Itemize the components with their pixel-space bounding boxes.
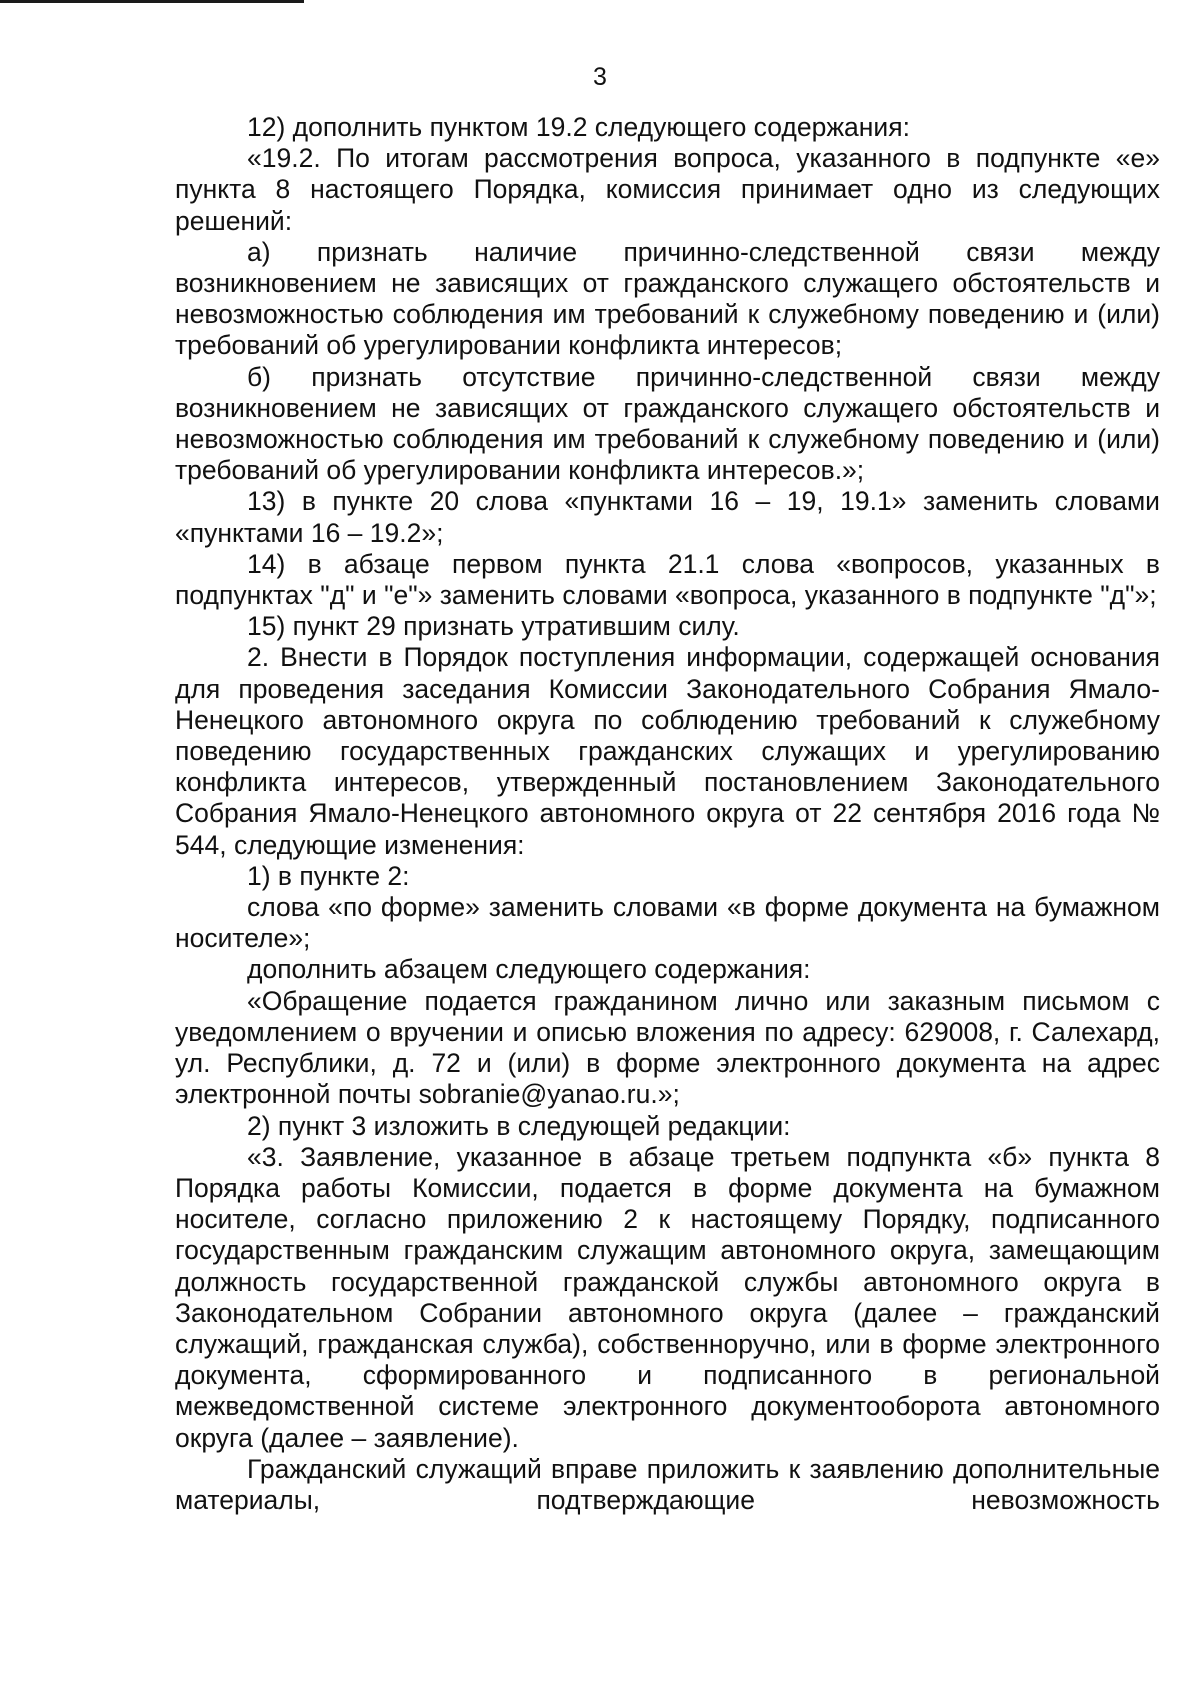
- paragraph-add-abzac: дополнить абзацем следующего содержания:: [247, 954, 811, 985]
- paragraph-item-1: 1) в пункте 2:: [247, 860, 410, 891]
- document-body: [175, 112, 1160, 1516]
- paragraph-19-2: «19.2. По итогам рассмотрения вопроса, указанного в подпункте «е» пункта 8 настоящего Порядка, комиссия принимает одно из следующих решений:: [175, 143, 1160, 236]
- page-number: 3: [593, 63, 607, 91]
- paragraph-civil-servant: Гражданский служащий вправе приложить к заявлению дополнительные материалы, подтверждающие невозможность: [175, 1453, 1160, 1515]
- paragraph-14: 14) в абзаце первом пункта 21.1 слова «вопросов, указанных в подпунктах "д" и "е"» заменить словами «вопроса, указанного в подпункте "д"»;: [175, 548, 1160, 611]
- paragraph-item-2: 2) пункт 3 изложить в следующей редакции:: [247, 1110, 791, 1141]
- paragraph-words-replace: слова «по форме» заменить словами «в форме документа на бумажном носителе»;: [175, 892, 1160, 954]
- paragraph-13: 13) в пункте 20 слова «пунктами 16 – 19, 19.1» заменить словами «пунктами 16 – 19.2»;: [175, 486, 1160, 548]
- paragraph-appeal: «Обращение подается гражданином лично или заказным письмом с уведомлением о вручении и описью вложения по адресу: 629008, г. Салехард, ул. Республики, д. 72 и (или) в форме электронного документа на адрес электронной почты sobranie@yanao.ru.»;: [175, 985, 1160, 1110]
- top-rule: [0, 0, 304, 3]
- paragraph-12: 12) дополнить пунктом 19.2 следующего содержания:: [247, 112, 910, 142]
- paragraph-19-2-a: а) признать наличие причинно-следственной связи между возникновением не зависящих от гражданского служащего обстоятельств и невозможностью соблюдения им требований к служебному поведению и (или) требований об урегулировании конфликта интересов;: [175, 236, 1160, 361]
- paragraph-section-2: 2. Внести в Порядок поступления информации, содержащей основания для проведения заседания Комиссии Законодательного Собрания Ямало-Ненецкого автономного округа по соблюдению требований к служебному поведению государственных гражданских служащих и урегулированию конфликта интересов, утвержденный постановлением Законодательного Собрания Ямало-Ненецкого автономного округа от 22 сентября 2016 года № 544, следующие изменения:: [175, 642, 1160, 860]
- paragraph-15: 15) пункт 29 признать утратившим силу.: [247, 611, 740, 642]
- paragraph-19-2-b: б) признать отсутствие причинно-следственной связи между возникновением не зависящих от гражданского служащего обстоятельств и невозможностью соблюдения им требований к служебному поведению и (или) требований об урегулировании конфликта интересов.»;: [175, 361, 1160, 486]
- paragraph-point-3: «3. Заявление, указанное в абзаце третьем подпункта «б» пункта 8 Порядка работы Комиссии, подается в форме документа на бумажном носителе, согласно приложению 2 к настоящему Порядку, подписанного государственным гражданским служащим автономного округа, замещающим должность государственной гражданской службы автономного округа в Законодательном Собрании автономного округа (далее – гражданский служащий, гражданская служба), собственноручно, или в форме электронного документа, сформированного и подписанного в региональной межведомственной системе электронного документооборота автономного округа (далее – заявление).: [175, 1141, 1160, 1453]
